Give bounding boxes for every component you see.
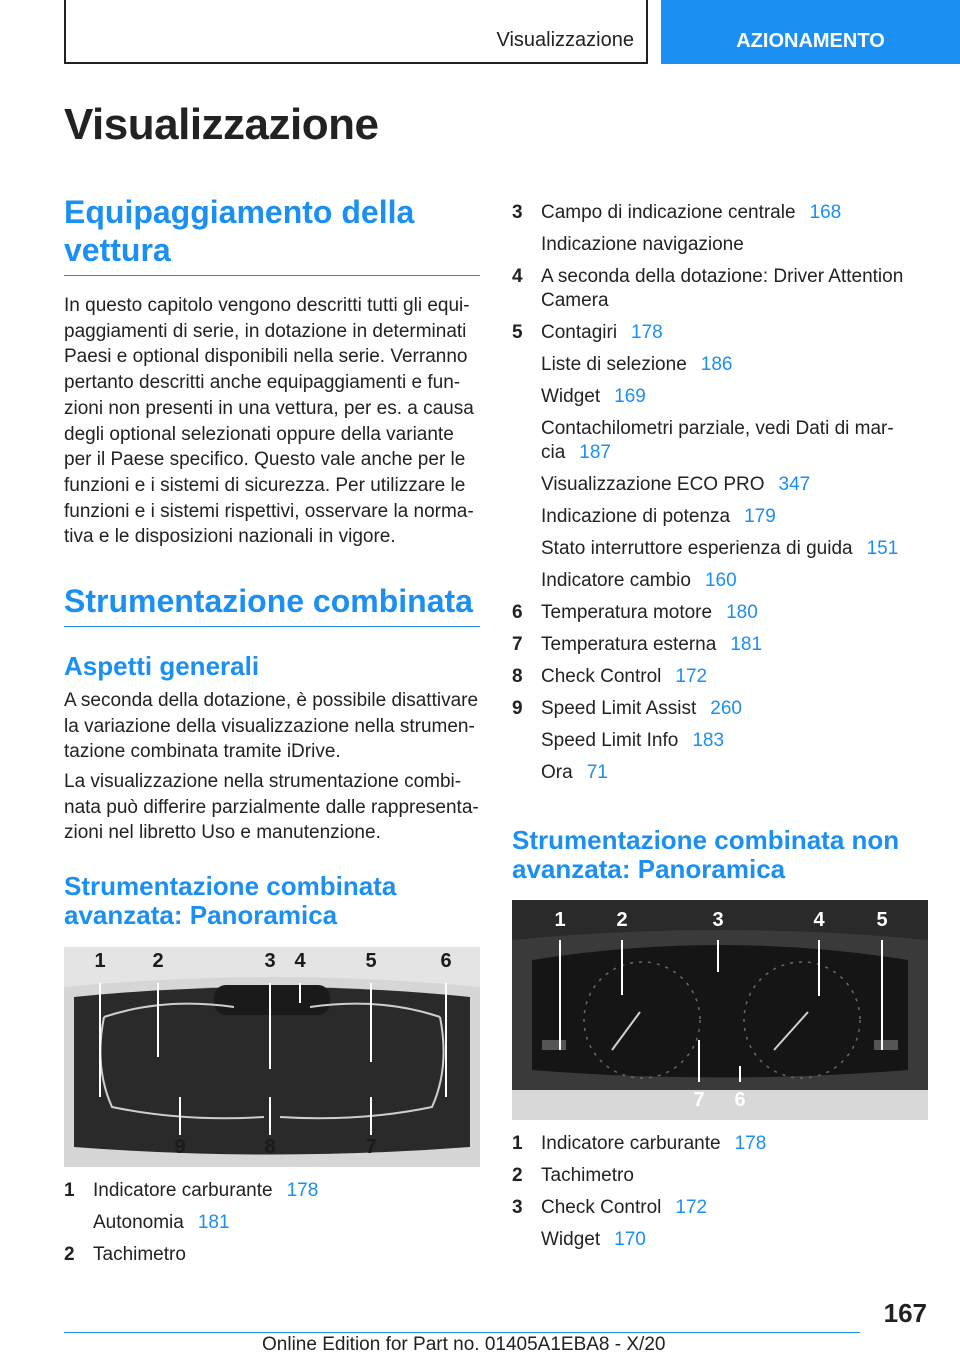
page-reference-link[interactable]: 172 bbox=[675, 666, 708, 687]
list-item bbox=[512, 537, 932, 561]
page-reference-link[interactable]: 181 bbox=[730, 634, 763, 655]
page-reference-link[interactable]: 178 bbox=[734, 1133, 767, 1154]
item-number: 1 bbox=[64, 1180, 75, 1201]
heading-equipaggiamento: Equipaggiamento della vettura bbox=[64, 193, 480, 276]
page-reference-link[interactable]: 180 bbox=[726, 602, 758, 623]
item-number: 2 bbox=[512, 1165, 523, 1186]
item-text: Check Control bbox=[541, 666, 662, 687]
item-text: Widget bbox=[541, 1229, 601, 1250]
list-item bbox=[512, 201, 932, 225]
page-reference-link[interactable]: 151 bbox=[866, 538, 899, 559]
footer-edition bbox=[262, 1334, 665, 1356]
callout-label: 9 bbox=[174, 1136, 186, 1158]
item-text: Indicatore cambio bbox=[541, 570, 691, 591]
left-item-list bbox=[64, 1179, 484, 1275]
header-section-box bbox=[64, 0, 648, 64]
item-text: Ora bbox=[541, 762, 573, 783]
callout-label: 3 bbox=[264, 950, 276, 972]
list-item bbox=[64, 1211, 484, 1235]
item-number: 1 bbox=[512, 1133, 523, 1154]
header-chapter-label: AZIONAMENTO bbox=[736, 30, 885, 52]
page-reference-link[interactable]: 186 bbox=[700, 354, 733, 375]
item-number: 9 bbox=[512, 698, 523, 719]
item-text: A seconda della dotazione: Driver Attention Camera bbox=[541, 266, 904, 311]
callout-label: 2 bbox=[616, 909, 628, 931]
heading-non-avanzata: Strumentazione combinata non avanzata: Panoramica bbox=[512, 825, 900, 884]
callout-label: 1 bbox=[554, 909, 566, 931]
page-reference-link[interactable]: 178 bbox=[631, 322, 663, 343]
callout-label: 4 bbox=[813, 909, 825, 931]
footer-edition-text: Online Edition for Part no. 01405A1EBA8 - X/20 bbox=[262, 1334, 666, 1355]
page-reference-link[interactable]: 169 bbox=[614, 386, 646, 407]
page-reference-link[interactable]: 181 bbox=[197, 1212, 230, 1233]
item-text: Speed Limit Info bbox=[541, 730, 679, 751]
heading-aspetti-generali: Aspetti generali bbox=[64, 651, 260, 681]
item-number: 3 bbox=[512, 1197, 523, 1218]
list-item bbox=[512, 665, 932, 689]
page-reference-link[interactable]: 71 bbox=[586, 762, 608, 783]
item-text: Check Control bbox=[541, 1197, 662, 1218]
page-reference-link[interactable]: 187 bbox=[579, 442, 611, 463]
callout-label: 7 bbox=[365, 1136, 377, 1158]
callout-label: 5 bbox=[876, 909, 888, 931]
item-number: 5 bbox=[512, 322, 523, 343]
page-reference-link[interactable]: 170 bbox=[614, 1229, 646, 1250]
list-item bbox=[512, 353, 932, 377]
list-item bbox=[512, 473, 932, 497]
right-item-list-2 bbox=[512, 1132, 932, 1260]
heading-strumentazione: Strumentazione combinata bbox=[64, 582, 480, 627]
list-item bbox=[512, 321, 932, 345]
callout-label: 4 bbox=[294, 950, 306, 972]
page-number: 167 bbox=[883, 1298, 927, 1328]
item-text: Liste di selezione bbox=[541, 354, 687, 375]
footer-divider bbox=[64, 1332, 860, 1333]
list-item bbox=[512, 729, 932, 753]
list-item bbox=[512, 385, 932, 409]
callout-label: 6 bbox=[734, 1089, 746, 1111]
list-item bbox=[512, 601, 932, 625]
item-text: Stato interruttore esperienza di guida bbox=[541, 538, 853, 559]
item-number: 3 bbox=[512, 202, 523, 223]
list-item bbox=[64, 1179, 484, 1203]
list-item bbox=[512, 1196, 932, 1220]
list-item bbox=[512, 633, 932, 657]
cluster-advanced-illustration bbox=[64, 947, 480, 1167]
header-chapter-tab[interactable] bbox=[661, 0, 960, 64]
list-item bbox=[512, 233, 932, 257]
list-item bbox=[512, 761, 932, 785]
callout-label: 5 bbox=[365, 950, 377, 972]
item-text: Visualizzazione ECO PRO bbox=[541, 474, 765, 495]
item-text: Autonomia bbox=[93, 1212, 184, 1233]
item-number: 8 bbox=[512, 666, 523, 687]
list-item bbox=[512, 1164, 932, 1188]
item-text: Contachilometri parziale, vedi Dati di mar-cia bbox=[541, 418, 894, 463]
right-item-list bbox=[512, 201, 932, 793]
page-reference-link[interactable]: 183 bbox=[692, 730, 725, 751]
paragraph-equipaggiamento: In questo capitolo vengono descritti tutti gli equi-paggiamenti di serie, in dotazione in determinati Paesi e optional disponibili nella serie. Verranno pertanto descritti anche equipaggiamenti e fun-zioni non presenti in una vettura, per es. a causa degli optional selezionati oppure della variante per il Paese specifico. Questo vale anche per le funzioni e i sistemi di sicurezza. Per utilizzare le funzioni e i sistemi rispettivi, osservare la norma-tiva e le disposizioni nazionali in vigore. bbox=[64, 295, 474, 548]
item-text: Campo di indicazione centrale bbox=[541, 202, 796, 223]
page-reference-link[interactable]: 160 bbox=[704, 570, 737, 591]
item-text: Speed Limit Assist bbox=[541, 698, 697, 719]
page-reference-link[interactable]: 172 bbox=[675, 1197, 708, 1218]
page-reference-link[interactable]: 347 bbox=[778, 474, 811, 495]
item-text: Indicatore carburante bbox=[93, 1180, 273, 1201]
callout-label: 6 bbox=[440, 950, 452, 972]
list-item bbox=[512, 697, 932, 721]
item-text: Temperatura esterna bbox=[541, 634, 717, 655]
item-text: Indicazione di potenza bbox=[541, 506, 731, 527]
page-reference-link[interactable]: 178 bbox=[286, 1180, 319, 1201]
item-number: 4 bbox=[512, 266, 523, 287]
item-text: Indicazione navigazione bbox=[541, 234, 744, 255]
header-section-title: Visualizzazione bbox=[496, 29, 634, 51]
paragraph-aspetti-2: La visualizzazione nella strumentazione combi-nata può differire parzialmente dalle rappresenta-zioni nel libretto Uso e manutenzione. bbox=[64, 771, 479, 844]
callout-label: 8 bbox=[264, 1136, 276, 1158]
callout-label: 3 bbox=[712, 909, 724, 931]
item-text: Tachimetro bbox=[93, 1244, 186, 1265]
item-text: Temperatura motore bbox=[541, 602, 713, 623]
figure-basic-cluster bbox=[512, 900, 928, 1120]
callout-label: 1 bbox=[94, 950, 106, 972]
item-number: 7 bbox=[512, 634, 523, 655]
callout-label: 7 bbox=[693, 1089, 705, 1111]
list-item bbox=[512, 1132, 932, 1156]
list-item bbox=[512, 1228, 932, 1252]
item-text: Tachimetro bbox=[541, 1165, 634, 1186]
list-item bbox=[512, 417, 932, 465]
list-item bbox=[512, 265, 932, 313]
figure-advanced-cluster bbox=[64, 947, 480, 1167]
item-number: 6 bbox=[512, 602, 523, 623]
page-reference-link[interactable]: 260 bbox=[710, 698, 742, 719]
list-item bbox=[512, 505, 932, 529]
page-reference-link[interactable]: 179 bbox=[744, 506, 776, 527]
page-reference-link[interactable]: 168 bbox=[809, 202, 842, 223]
cluster-basic-illustration bbox=[512, 900, 928, 1120]
page-title: Visualizzazione bbox=[64, 100, 379, 149]
list-item bbox=[512, 569, 932, 593]
heading-avanzata: Strumentazione combinata avanzata: Panoramica bbox=[64, 871, 397, 930]
item-text: Widget bbox=[541, 386, 601, 407]
item-number: 2 bbox=[64, 1244, 75, 1265]
item-text: Indicatore carburante bbox=[541, 1133, 721, 1154]
callout-label: 2 bbox=[152, 950, 164, 972]
item-text: Contagiri bbox=[541, 322, 618, 343]
paragraph-aspetti-1: A seconda della dotazione, è possibile disattivare la variazione della visualizzazione nella strumen-tazione combinata tramite iDrive. bbox=[64, 690, 479, 763]
list-item bbox=[64, 1243, 484, 1267]
